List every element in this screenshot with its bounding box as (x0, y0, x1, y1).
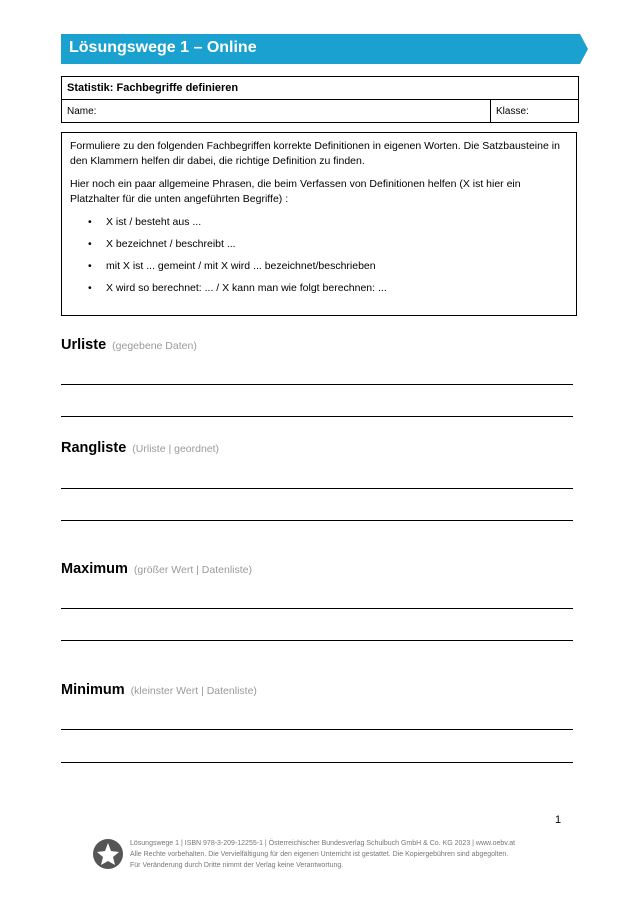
bullet-icon: • (88, 260, 92, 272)
phrase-item: • mit X ist ... gemeint / mit X wird ... bezeichnet/beschrieben (88, 260, 376, 272)
name-field: Name: (62, 100, 491, 122)
answer-line[interactable] (61, 416, 573, 417)
answer-line[interactable] (61, 384, 573, 385)
phrase-item: • X wird so berechnet: ... / X kann man wie folgt berechnen: ... (88, 282, 387, 294)
answer-line[interactable] (61, 520, 573, 521)
section-maximum (61, 561, 252, 577)
worksheet-header-table (61, 76, 579, 123)
bullet-icon: • (88, 282, 92, 294)
phrase-list (70, 215, 566, 296)
section-urliste (61, 337, 197, 353)
answer-line[interactable] (61, 729, 573, 730)
term-label: Maximum (61, 561, 128, 577)
instructions-paragraph-2: Hier noch ein paar allgemeine Phrasen, die beim Verfassen von Definitionen helfen (X ist hier ein Platzhalter für die unten angeführten Begriffe) : (70, 178, 521, 205)
bullet-icon: • (88, 216, 92, 228)
bullet-icon: • (88, 238, 92, 250)
term-label: Minimum (61, 682, 125, 698)
footer-line-1: Lösungswege 1 | ISBN 978-3-209-12255-1 | Österreichischer Bundesverlag Schulbuch GmbH & Co. KG 2023 | www.oebv.at (130, 840, 516, 847)
banner-title: Lösungswege 1 – Online (69, 39, 257, 56)
term-hint: (gegebene Daten) (112, 340, 197, 352)
term-hint: (kleinster Wert | Datenliste) (130, 685, 257, 697)
phrase-item: • X bezeichnet / beschreibt ... (88, 238, 236, 250)
term-hint: (Urliste | geordnet) (132, 443, 220, 455)
section-rangliste (61, 440, 219, 456)
section-minimum (61, 682, 257, 698)
term-label: Urliste (61, 337, 107, 353)
footer-line-3: Für Veränderung durch Dritte nimmt der Verlag keine Verantwortung. (130, 862, 344, 869)
title-banner (61, 34, 588, 64)
instructions-paragraph-1: Formuliere zu den folgenden Fachbegriffen korrekte Definitionen in eigenen Worten. Die Satzbausteine in den Klammern helfen dir dabei, die richtige Definition zu finden. (70, 140, 560, 167)
answer-line[interactable] (61, 762, 573, 763)
term-hint: (größer Wert | Datenliste) (133, 564, 252, 576)
answer-line[interactable] (61, 640, 573, 641)
phrase-item: • X ist / besteht aus ... (88, 216, 202, 228)
worksheet-title: Statistik: Fachbegriffe definieren (62, 77, 578, 100)
term-label: Rangliste (61, 440, 127, 456)
answer-line[interactable] (61, 608, 573, 609)
footer-line-2: Alle Rechte vorbehalten. Die Vervielfältigung für den eigenen Unterricht ist gestattet. Die Kopiergebühren sind abgegolten. (130, 851, 509, 858)
klasse-field: Klasse: (496, 105, 529, 117)
answer-line[interactable] (61, 488, 573, 489)
oebv-logo (92, 838, 124, 870)
instructions-box (61, 132, 577, 316)
footer-copyright (130, 838, 515, 871)
page-number: 1 (555, 814, 562, 826)
